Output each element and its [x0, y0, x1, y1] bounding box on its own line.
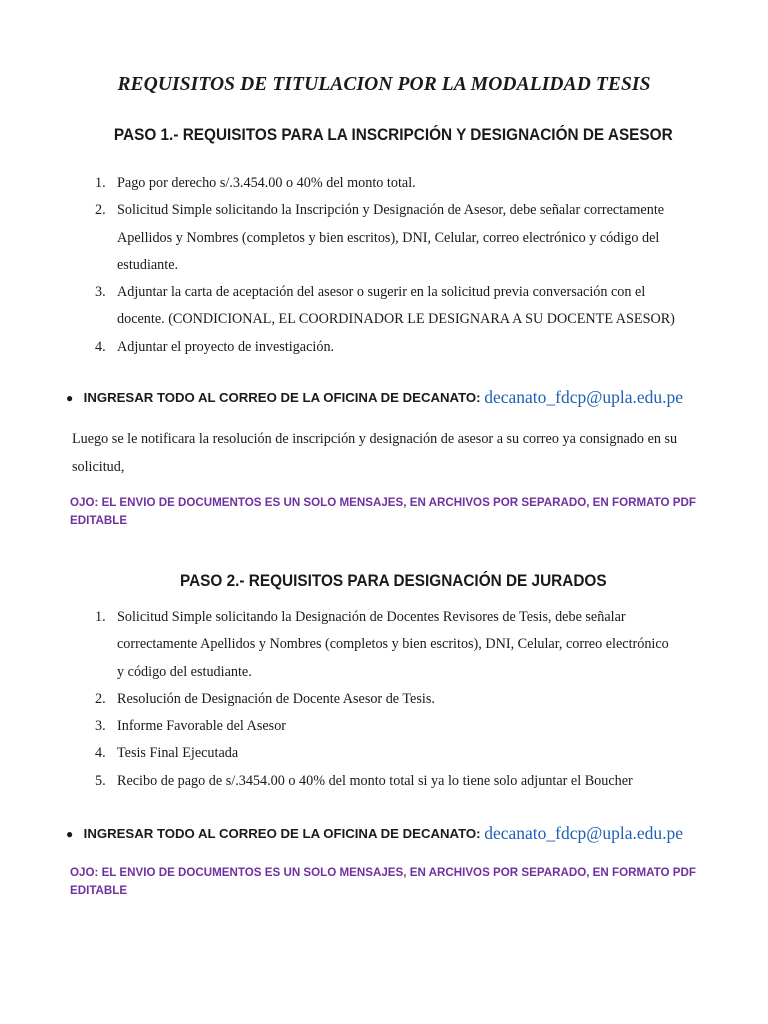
step2-requirements-list [0, 604, 768, 795]
list-item-text: Pago por derecho s/.3.454.00 o 40% del monto total. [117, 175, 416, 191]
list-item-text: Adjuntar la carta de aceptación del asesor o sugerir en la solicitud previa conversación con el docente. (CONDICIONAL, EL COORDINADOR LE DESIGNARA A SU DOCENTE ASESOR) [117, 284, 675, 328]
list-item-number: 5. [95, 772, 106, 789]
list-item-number: 4. [95, 338, 106, 355]
list-item-text: Recibo de pago de s/.3454.00 o 40% del monto total si ya lo tiene solo adjuntar el Boucher [117, 772, 633, 789]
bullet-icon: ● [66, 391, 74, 405]
notice-label: INGRESAR TODO AL CORREO DE LA OFICINA DE DECANATO: [83, 826, 481, 841]
list-item-text: Solicitud Simple solicitando la Inscripción y Designación de Asesor, debe señalar correctamente Apellidos y Nombres (completos y bien escritos), DNI, Celular, correo electrónico y código del estudiante. [117, 202, 665, 273]
step1-email-notice [66, 386, 683, 407]
step2-email-notice [66, 822, 683, 843]
step1-requirements-list [0, 170, 768, 361]
decanato-email-link[interactable]: decanato_fdcp@upla.edu.pe [484, 387, 684, 407]
list-item-number: 1. [95, 609, 106, 625]
list-item [0, 713, 677, 740]
list-item-number: 1. [95, 175, 106, 191]
list-item [0, 686, 677, 713]
list-item-text: Resolución de Designación de Docente Asesor de Tesis. [117, 690, 435, 707]
list-item-number: 2. [95, 202, 106, 219]
list-item-number: 2. [95, 690, 106, 707]
list-item-number: 4. [95, 745, 106, 762]
step1-heading: PASO 1.- REQUISITOS PARA LA INSCRIPCIÓN Y DESIGNACIÓN DE ASESOR [113, 126, 673, 144]
list-item-number: 3. [95, 284, 106, 301]
list-item [0, 334, 677, 361]
step1-warning: OJO: EL ENVIO DE DOCUMENTOS ES UN SOLO MENSAJES, EN ARCHIVOS POR SEPARADO, EN FORMATO PDF EDITABLE [70, 496, 696, 527]
decanato-email-link[interactable]: decanato_fdcp@upla.edu.pe [484, 823, 684, 843]
list-item-text: Informe Favorable del Asesor [117, 718, 287, 735]
list-item [0, 197, 677, 279]
list-item-number: 3. [95, 718, 106, 735]
step2-warning: OJO: EL ENVIO DE DOCUMENTOS ES UN SOLO MENSAJES, EN ARCHIVOS POR SEPARADO, EN FORMATO PDF EDITABLE [70, 866, 696, 897]
list-item [0, 279, 677, 334]
list-item [0, 740, 677, 767]
list-item [0, 604, 677, 686]
list-item-text: Solicitud Simple solicitando la Designación de Docentes Revisores de Tesis, debe señalar correctamente Apellidos y Nombres (completos y bien escritos), DNI, Celular, correo electrónico y código del estudiante. [117, 609, 669, 680]
step1-followup-note: Luego se le notificara la resolución de inscripción y designación de asesor a su correo ya consignado en su solicitud, [72, 431, 678, 475]
bullet-icon: ● [66, 827, 74, 841]
list-item [0, 170, 677, 197]
step2-heading: PASO 2.- REQUISITOS PARA DESIGNACIÓN DE JURADOS [179, 572, 607, 590]
document-title: REQUISITOS DE TITULACION POR LA MODALIDAD TESIS [117, 74, 651, 95]
list-item [0, 768, 677, 795]
list-item-text: Adjuntar el proyecto de investigación. [117, 338, 335, 355]
list-item-text: Tesis Final Ejecutada [117, 745, 239, 762]
notice-label: INGRESAR TODO AL CORREO DE LA OFICINA DE DECANATO: [83, 390, 481, 405]
